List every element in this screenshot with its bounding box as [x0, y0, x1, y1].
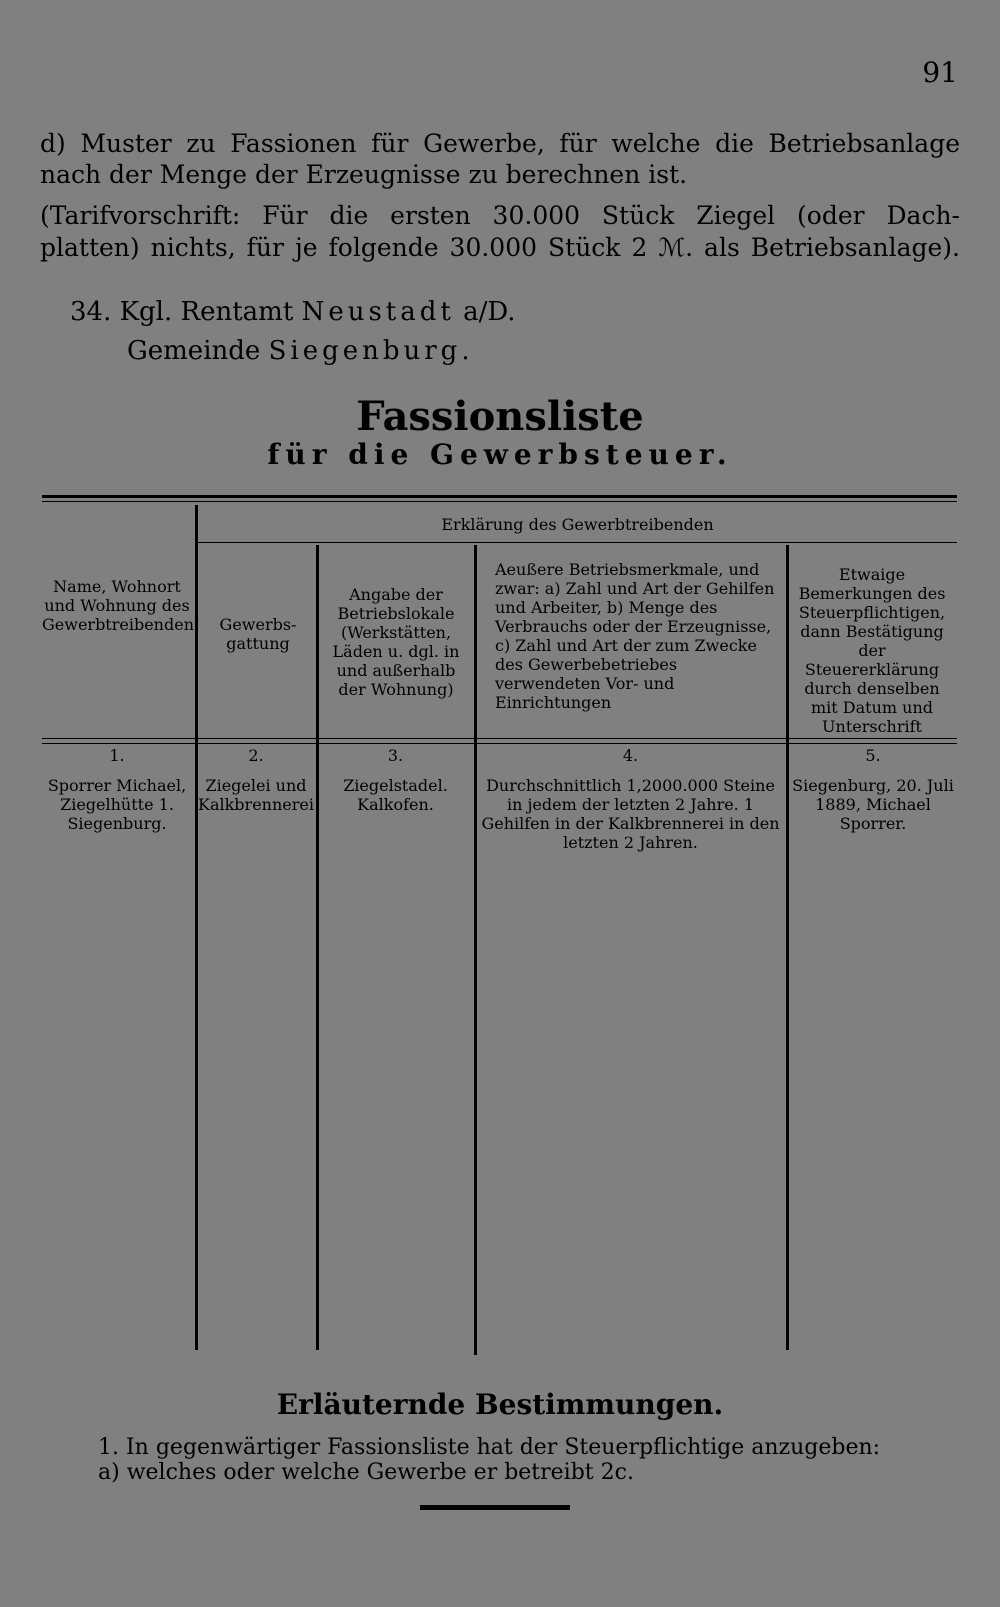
header-betriebsmerkmale: Aeußere Betriebsmerkmale, und zwar: a) Zahl und Art der Gehilfen und Arbeiter, b) Menge des Verbrauchs oder der Erzeugnisse, c) Zahl und Art der zum Zwecke des Gewerbebetriebes verwendeten Vor- und Einrichtungen — [495, 560, 775, 712]
intro-line-3: (Tarifvorschrift: Für die ersten 30.000 Stück Ziegel (oder Dach- — [40, 201, 960, 230]
entry-betriebslokale: Ziegelstadel. Kalkofen. — [343, 776, 448, 814]
gemeinde-heading — [127, 336, 474, 366]
header-betriebslokale: Angabe der Betriebslokale (Werkstätten, Läden u. dgl. in und außerhalb der Wohnung) — [332, 585, 460, 699]
intro-line-4: platten) nichts, für je folgende 30.000 Stück 2 ℳ. als Betriebsanlage). — [40, 233, 960, 262]
entry-name: Sporrer Michael, Ziegelhütte 1. Siegenburg. — [47, 776, 187, 833]
col-number-4: 4. — [622, 746, 639, 765]
gemeinde-name: Siegenburg. — [268, 336, 474, 366]
col-divider-3 — [474, 545, 477, 1355]
col-divider-4 — [786, 545, 789, 1350]
end-rule — [420, 1505, 570, 1510]
document-subtitle: für die Gewerbsteuer. — [267, 438, 733, 471]
table-top-rule-1 — [42, 495, 957, 498]
entry-bemerkungen: Siegenburg, 20. Juli 1889, Michael Sporrer. — [792, 776, 954, 833]
col-divider-2 — [316, 545, 319, 1350]
col-divider-1 — [195, 505, 198, 1350]
entry-betriebsmerkmale: Durchschnittlich 1,2000.000 Steine in jedem der letzten 2 Jahre. 1 Gehilfen in der Kalkbrennerei in den letzten 2 Jahren. — [481, 776, 780, 852]
group-header: Erklärung des Gewerbtreibenden — [441, 515, 714, 534]
header-rule-1 — [42, 738, 957, 739]
col-number-3: 3. — [387, 746, 404, 765]
col-number-1: 1. — [109, 746, 125, 765]
entry-gewerbsgattung: Ziegelei und Kalkbrennerei — [198, 776, 314, 814]
header-rule-2 — [42, 743, 957, 744]
office-prefix: 34. Kgl. Rentamt — [70, 297, 294, 327]
gemeinde-prefix: Gemeinde — [127, 336, 261, 366]
document-title: Fassionsliste — [356, 393, 644, 440]
header-name: Name, Wohnort und Wohnung des Gewerbtreibenden — [42, 577, 194, 634]
group-header-rule — [198, 542, 957, 543]
col-number-2: 2. — [248, 746, 264, 765]
office-suffix: a/D. — [463, 297, 516, 327]
header-bemerkungen: Etwaige Bemerkungen des Steuerpflichtigen, dann Bestätigung der Steuererklärung durch denselben mit Datum und Unterschrift — [798, 565, 946, 736]
explanation-item-1: 1. In gegenwärtiger Fassionsliste hat der Steuerpflichtige anzugeben: — [98, 1435, 881, 1460]
col-number-5: 5. — [865, 746, 881, 765]
intro-line-2: nach der Menge der Erzeugnisse zu berechnen ist. — [40, 160, 688, 189]
intro-line-1: d) Muster zu Fassionen für Gewerbe, für welche die Betriebsanlage — [40, 129, 960, 158]
table-top-rule-2 — [42, 501, 957, 502]
explanation-item-1a: a) welches oder welche Gewerbe er betreibt 2c. — [98, 1460, 634, 1485]
office-name: Neustadt — [301, 297, 455, 327]
header-gewerbsgattung: Gewerbs-gattung — [219, 615, 297, 653]
page-number: 91 — [922, 56, 958, 89]
office-heading — [70, 297, 516, 327]
explanations-title: Erläuternde Bestimmungen. — [276, 1388, 724, 1421]
